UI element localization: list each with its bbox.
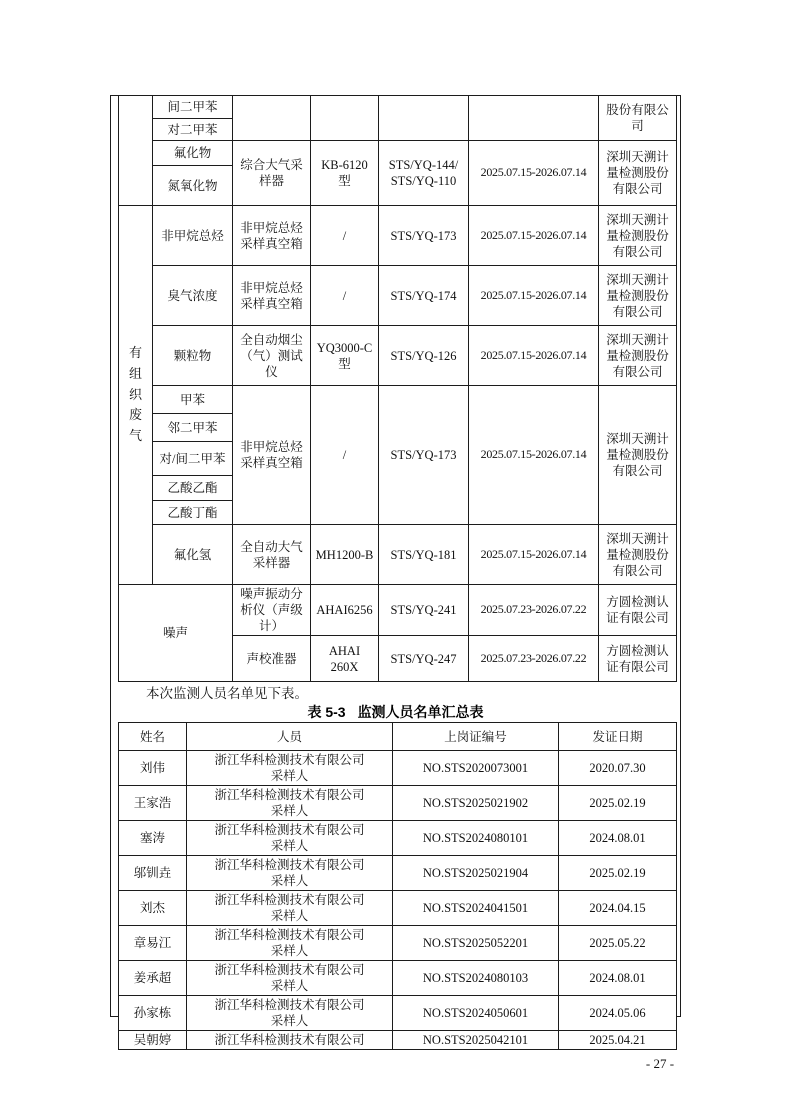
model-cell: KB-6120 型: [311, 141, 379, 206]
cert-number-cell: NO.STS2024041501: [393, 891, 559, 926]
item-cell: 臭气浓度: [153, 266, 233, 326]
cert-line: STS/YQ-144/: [388, 158, 459, 172]
issue-date-cell: 2025.02.19: [559, 786, 677, 821]
item-cell: 间二甲苯: [153, 96, 233, 119]
org-line: 浙江华科检测技术有限公司: [214, 788, 365, 802]
cert-cell: STS/YQ-247: [379, 636, 469, 682]
table-row: [119, 786, 677, 821]
validity-cell-empty: [469, 96, 599, 141]
person-cell: [187, 996, 393, 1031]
cert-cell: STS/YQ-173: [379, 386, 469, 525]
category-cell-noise: 噪声: [119, 585, 233, 682]
item-cell: 对二甲苯: [153, 119, 233, 141]
issue-date-cell: 2025.04.21: [559, 1031, 677, 1050]
org-line: 浙江华科检测技术有限公司: [214, 893, 365, 907]
header-cert: 上岗证编号: [393, 723, 559, 751]
cert-cell: STS/YQ-173: [379, 206, 469, 266]
cert-cell: STS/YQ-174: [379, 266, 469, 326]
equipment-table: [118, 95, 677, 682]
item-cell: 氟化氢: [153, 525, 233, 585]
validity-cell: 2025.07.23-2026.07.22: [469, 585, 599, 636]
name-cell: 吴朝婷: [119, 1031, 187, 1050]
validity-cell: 2025.07.15-2026.07.14: [469, 141, 599, 206]
table-row: [119, 961, 677, 996]
table-row: [119, 1031, 677, 1050]
table-row: [119, 751, 677, 786]
company-cell: 深圳天溯计量检测股份有限公司: [599, 141, 677, 206]
category-cell-gas: [119, 206, 153, 585]
model-cell: AHAI 260X: [311, 636, 379, 682]
equipment-cell-empty: [233, 96, 311, 141]
item-cell: 乙酸乙酯: [153, 476, 233, 501]
name-cell: 孙家栋: [119, 996, 187, 1031]
table-row: [119, 996, 677, 1031]
equipment-cell: 非甲烷总烃采样真空箱: [233, 266, 311, 326]
item-cell: 对/间二甲苯: [153, 442, 233, 476]
issue-date-cell: 2020.07.30: [559, 751, 677, 786]
org-line: 浙江华科检测技术有限公司: [214, 928, 365, 942]
cert-number-cell: NO.STS2024080101: [393, 821, 559, 856]
equipment-cell: 综合大气采样器: [233, 141, 311, 206]
table-row: [119, 891, 677, 926]
person-cell: [187, 751, 393, 786]
role-line: 采样人: [270, 769, 309, 783]
company-cell: 方圆检测认证有限公司: [599, 636, 677, 682]
person-cell: [187, 786, 393, 821]
model-cell-empty: [311, 96, 379, 141]
model-cell: AHAI6256: [311, 585, 379, 636]
table-row: [119, 821, 677, 856]
issue-date-cell: 2024.08.01: [559, 961, 677, 996]
personnel-table: [118, 722, 677, 1050]
role-line: 采样人: [270, 909, 309, 923]
name-cell: 塞涛: [119, 821, 187, 856]
company-cell: 深圳天溯计量检测股份有限公司: [599, 206, 677, 266]
model-cell: /: [311, 386, 379, 525]
cert-number-cell: NO.STS2025052201: [393, 926, 559, 961]
cert-cell: [379, 141, 469, 206]
cert-cell: STS/YQ-126: [379, 326, 469, 386]
company-cell: 深圳天溯计量检测股份有限公司: [599, 266, 677, 326]
table-row: [119, 326, 677, 386]
company-cell: 方圆检测认证有限公司: [599, 585, 677, 636]
cert-cell-empty: [379, 96, 469, 141]
name-cell: 刘杰: [119, 891, 187, 926]
table-row: [119, 266, 677, 326]
person-cell: [187, 821, 393, 856]
org-line: 浙江华科检测技术有限公司: [214, 998, 365, 1012]
table-row: [119, 525, 677, 585]
issue-date-cell: 2024.04.15: [559, 891, 677, 926]
cert-cell: STS/YQ-181: [379, 525, 469, 585]
org-line: 浙江华科检测技术有限公司: [214, 823, 365, 837]
issue-date-cell: 2024.08.01: [559, 821, 677, 856]
category-cell-empty: [119, 96, 153, 206]
table-row: [119, 926, 677, 961]
model-cell: /: [311, 266, 379, 326]
item-cell: 氟化物: [153, 141, 233, 166]
org-line: 浙江华科检测技术有限公司: [214, 963, 365, 977]
table-caption-title: 监测人员名单汇总表: [357, 704, 484, 720]
item-cell: 颗粒物: [153, 326, 233, 386]
equipment-cell: 全自动烟尘（气）测试仪: [233, 326, 311, 386]
role-line: 采样人: [270, 1014, 309, 1028]
validity-cell: 2025.07.15-2026.07.14: [469, 386, 599, 525]
table-header-row: [119, 723, 677, 751]
role-line: 采样人: [270, 874, 309, 888]
validity-cell: 2025.07.15-2026.07.14: [469, 525, 599, 585]
person-cell: [187, 891, 393, 926]
table-row: [119, 141, 677, 166]
item-cell: 非甲烷总烃: [153, 206, 233, 266]
name-cell: 姜承超: [119, 961, 187, 996]
cert-number-cell: NO.STS2020073001: [393, 751, 559, 786]
item-cell: 甲苯: [153, 386, 233, 414]
model-cell: YQ3000-C 型: [311, 326, 379, 386]
validity-cell: 2025.07.15-2026.07.14: [469, 326, 599, 386]
person-cell: 浙江华科检测技术有限公司: [187, 1031, 393, 1050]
cert-line: STS/YQ-110: [390, 174, 457, 188]
header-person: 人员: [187, 723, 393, 751]
cert-number-cell: NO.STS2025021904: [393, 856, 559, 891]
cert-number-cell: NO.STS2025021902: [393, 786, 559, 821]
equipment-cell: 全自动大气采样器: [233, 525, 311, 585]
page-number: - 27 -: [645, 1056, 675, 1071]
intro-text: 本次监测人员名单见下表。: [146, 686, 308, 701]
issue-date-cell: 2025.05.22: [559, 926, 677, 961]
role-line: 采样人: [270, 839, 309, 853]
item-cell: 邻二甲苯: [153, 414, 233, 442]
company-cell: 深圳天溯计量检测股份有限公司: [599, 326, 677, 386]
table-row: [119, 386, 677, 414]
name-cell: 邬钏垚: [119, 856, 187, 891]
company-cell: 股份有限公司: [599, 96, 677, 141]
name-cell: 王家浩: [119, 786, 187, 821]
table-row: [119, 585, 677, 636]
person-cell: [187, 961, 393, 996]
table-caption-number: 表 5-3: [307, 704, 346, 720]
org-line: 浙江华科检测技术有限公司: [214, 753, 365, 767]
validity-cell: 2025.07.23-2026.07.22: [469, 636, 599, 682]
model-cell: MH1200-B: [311, 525, 379, 585]
name-cell: 章易江: [119, 926, 187, 961]
issue-date-cell: 2024.05.06: [559, 996, 677, 1031]
table-row: [119, 96, 677, 119]
equipment-cell: 非甲烷总烃采样真空箱: [233, 386, 311, 525]
company-cell: 深圳天溯计量检测股份有限公司: [599, 525, 677, 585]
cert-cell: STS/YQ-241: [379, 585, 469, 636]
item-cell: 氮氧化物: [153, 166, 233, 206]
header-date: 发证日期: [559, 723, 677, 751]
validity-cell: 2025.07.15-2026.07.14: [469, 206, 599, 266]
org-line: 浙江华科检测技术有限公司: [214, 858, 365, 872]
equipment-cell: 非甲烷总烃采样真空箱: [233, 206, 311, 266]
table-caption: [110, 702, 681, 722]
equipment-cell: 噪声振动分析仪（声级计）: [233, 585, 311, 636]
person-cell: [187, 926, 393, 961]
item-cell: 乙酸丁酯: [153, 501, 233, 525]
role-line: 采样人: [270, 804, 309, 818]
cert-number-cell: NO.STS2024080103: [393, 961, 559, 996]
company-cell: 深圳天溯计量检测股份有限公司: [599, 386, 677, 525]
table-row: [119, 206, 677, 266]
table-row: [119, 856, 677, 891]
person-cell: [187, 856, 393, 891]
validity-cell: 2025.07.15-2026.07.14: [469, 266, 599, 326]
role-line: 采样人: [270, 979, 309, 993]
cert-number-cell: NO.STS2024050601: [393, 996, 559, 1031]
header-name: 姓名: [119, 723, 187, 751]
role-line: 采样人: [270, 944, 309, 958]
equipment-cell: 声校准器: [233, 636, 311, 682]
name-cell: 刘伟: [119, 751, 187, 786]
model-cell: /: [311, 206, 379, 266]
category-label: 有 组 织 废 气: [128, 345, 142, 444]
issue-date-cell: 2025.02.19: [559, 856, 677, 891]
cert-number-cell: NO.STS2025042101: [393, 1031, 559, 1050]
